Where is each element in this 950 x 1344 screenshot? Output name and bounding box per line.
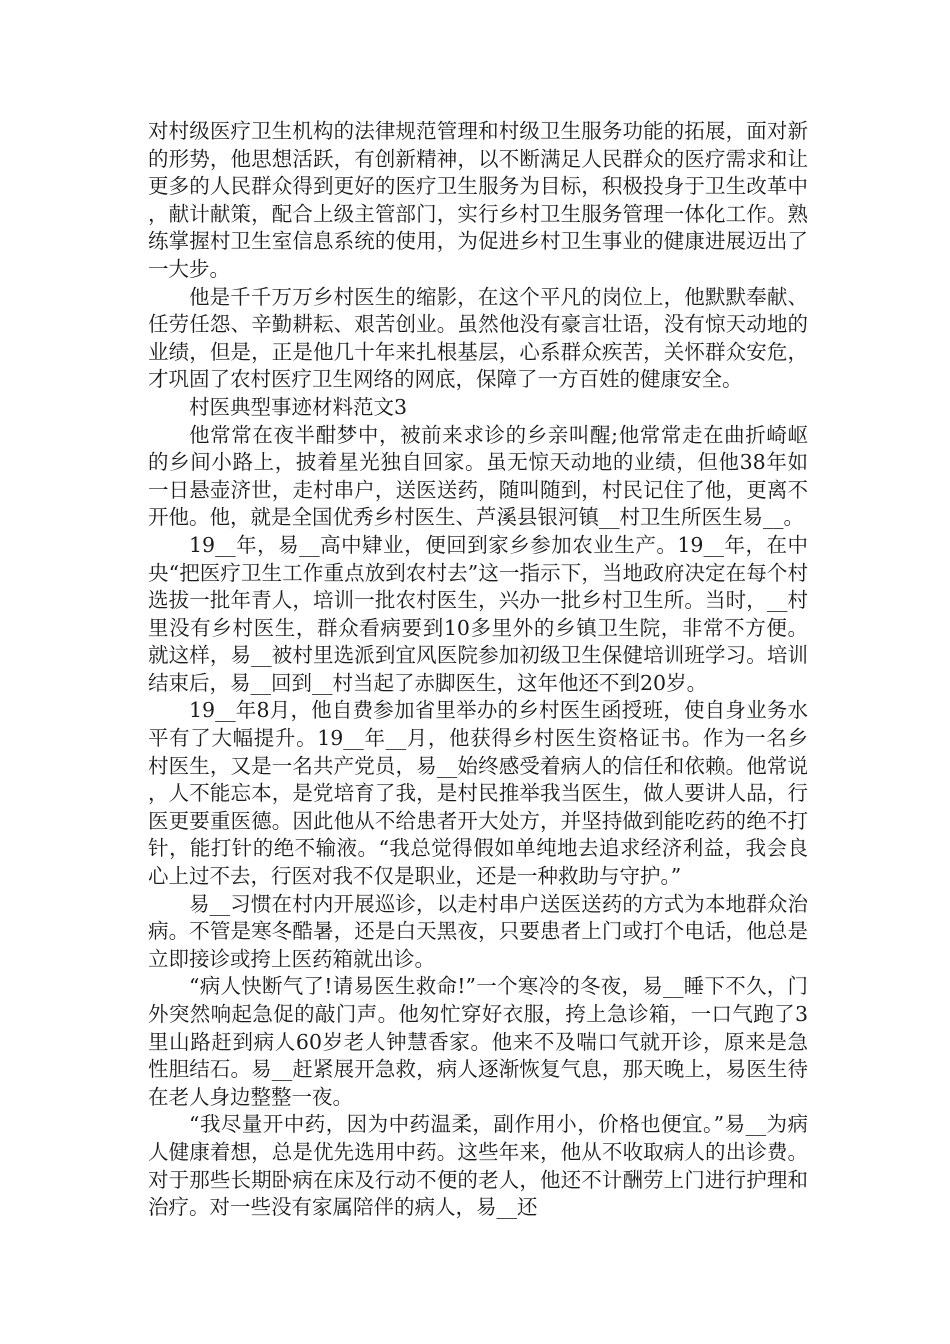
paragraph-emergency-story: “病人快断气了!请易医生救命!”一个寒冷的冬夜，易__睡下不久，门外突然响起急促的敲门声。他匆忙穿好衣服，挎上急诊箱，一口气跑了3里山路赶到病人60岁老人钟慧香家。他来不及喘口气就开诊，原来是急性胆结石。易__赶紧展开急救，病人逐渐恢复气息，那天晚上，易医生待在老人身边整整一夜。	[148, 974, 808, 1109]
paragraph-home-visits: 易__习惯在村内开展巡诊，以走村串户送医送药的方式为本地群众治病。不管是寒冬酷暑，还是白天黑夜，只要患者上门或打个电话，他总是立即接诊或挎上医药箱就出诊。	[148, 891, 808, 971]
paragraph-early-career: 19__年，易__高中肄业，便回到家乡参加农业生产。19__年，在中央“把医疗卫生工作重点放到农村去”这一指示下，当地政府决定在每个村选拔一批年青人，培训一批农村医生，兴办一批乡村卫生所。当时，__村里没有乡村医生，群众看病要到10多里外的乡镇卫生院，非常不方便。就这样，易__被村里选派到宜风医院参加初级卫生保健培训班学习。培训结束后，易__回到__村当起了赤脚医生，这年他还不到20岁。	[148, 532, 808, 695]
paragraph-introduction: 他常常在夜半酣梦中，被前来求诊的乡亲叫醒;他常常走在曲折崎岖的乡间小路上，披着星光独自回家。虽无惊天动地的业绩，但他38年如一日悬壶济世，走村串户，送医送药，随叫随到，村民记住了他，更离不开他。他，就是全国优秀乡村医生、芦溪县银河镇__村卫生所医生易__。	[148, 422, 808, 530]
document-body	[148, 118, 808, 1222]
paragraph-chinese-medicine: “我尽量开中药，因为中药温柔，副作用小，价格也便宜。”易__为病人健康着想，总是优先选用中药。这些年来，他从不收取病人的出诊费。对于那些长期卧病在床及行动不便的老人，他还不计酬劳上门进行护理和治疗。对一些没有家属陪伴的病人，易__还	[148, 1112, 808, 1220]
paragraph-qualification: 19__年8月，他自费参加省里举办的乡村医生函授班，使自身业务水平有了大幅提升。19__年__月，他获得乡村医生资格证书。作为一名乡村医生，又是一名共产党员，易__始终感受着病人的信任和依赖。他常说，人不能忘本，是党培育了我，是村民推举我当医生，做人要讲人品，行医更要重医德。因此他从不给患者开大处方，并坚持做到能吃药的绝不打针，能打针的绝不输液。“我总觉得假如单纯地去追求经济利益，我会良心上过不去，行医对我不仅是职业，还是一种救助与守护。”	[148, 698, 808, 889]
paragraph-intro-continuation: 对村级医疗卫生机构的法律规范管理和村级卫生服务功能的拓展，面对新的形势，他思想活跃，有创新精神，以不断满足人民群众的医疗需求和让更多的人民群众得到更好的医疗卫生服务为目标，积极投身于卫生改革中，献计献策，配合上级主管部门，实行乡村卫生服务管理一体化工作。熟练掌握村卫生室信息系统的使用，为促进乡村卫生事业的健康进展迈出了一大步。	[148, 119, 808, 281]
paragraph-summary: 他是千千万万乡村医生的缩影，在这个平凡的岗位上，他默默奉献、任劳任怨、辛勤耕耘、艰苦创业。虽然他没有豪言壮语，没有惊天动地的业绩，但是，正是他几十年来扎根基层，心系群众疾苦，关怀群众安危，才巩固了农村医疗卫生网络的网底，保障了一方百姓的健康安全。	[148, 284, 808, 392]
section-heading: 村医典型事迹材料范文3	[189, 394, 408, 419]
